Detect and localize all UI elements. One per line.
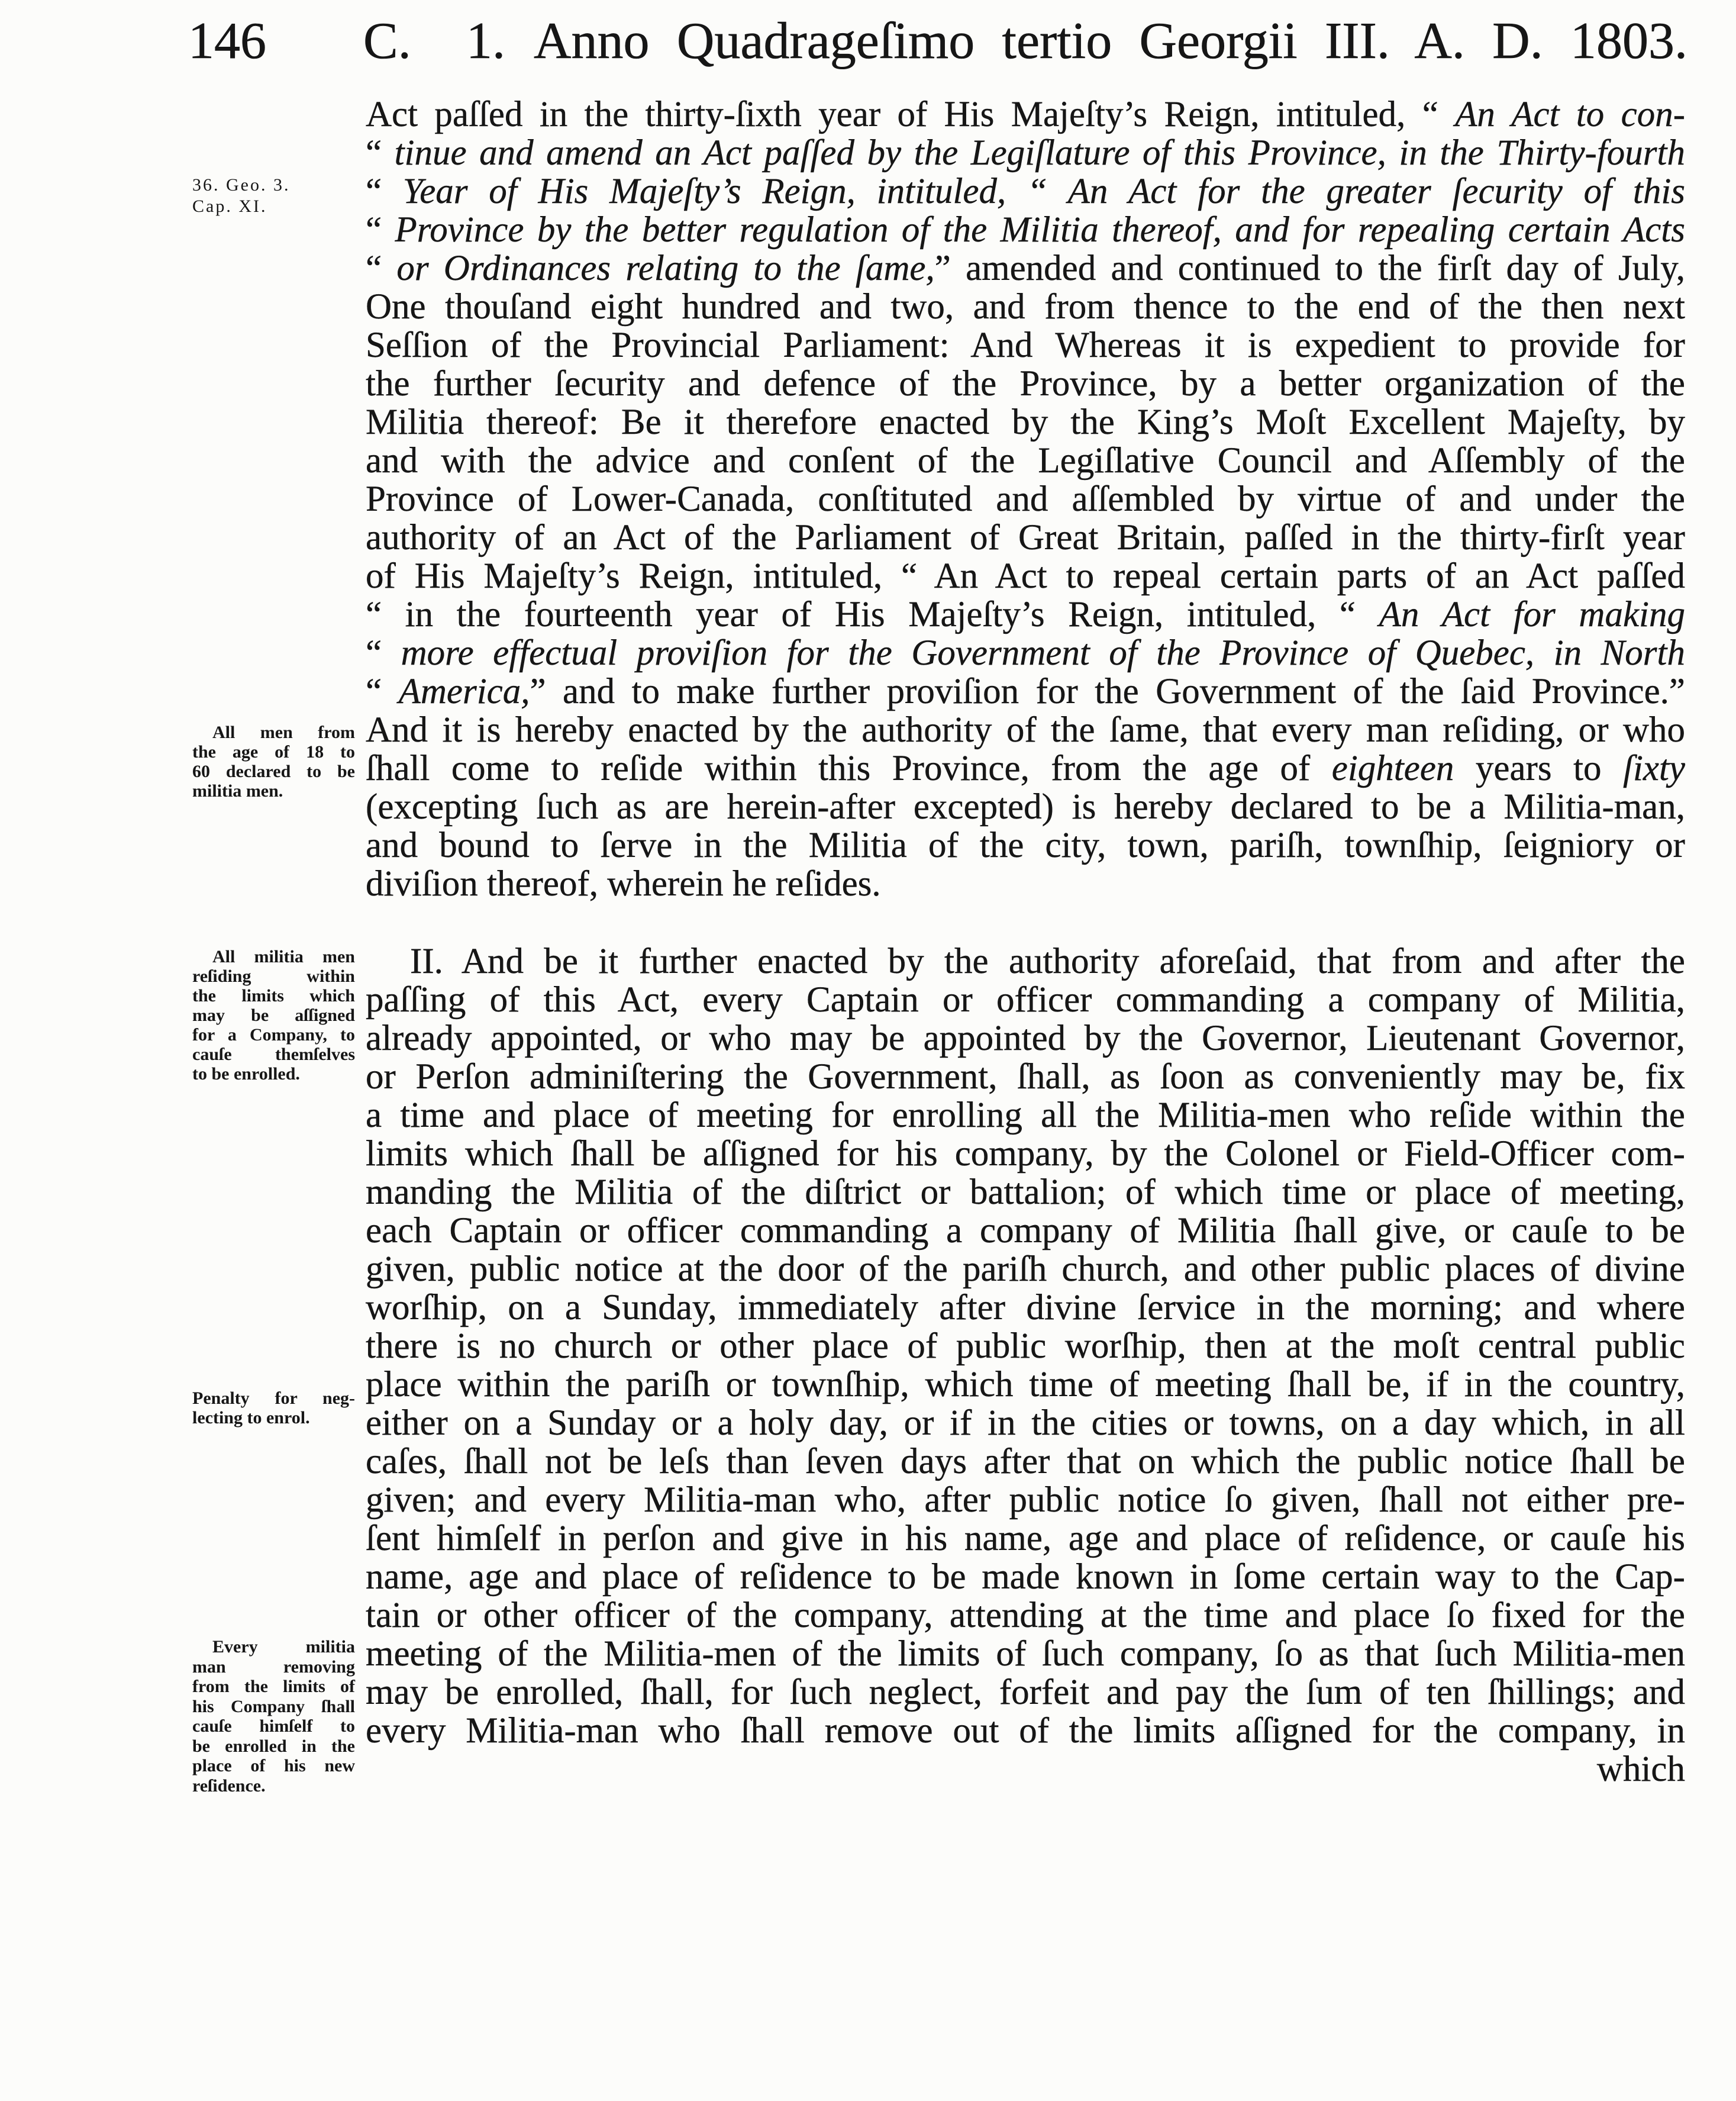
- margin-note-line: his Company ſhall: [192, 1696, 355, 1716]
- margin-note: [192, 723, 355, 801]
- roman-text: either on a Sunday or a holy day, or if in the cities or towns, on a day which, in all: [366, 1403, 1685, 1443]
- roman-text: given, public notice at the door of the pariſh church, and other public places of divine: [366, 1249, 1685, 1289]
- roman-text: II. And be it further enacted by the authority aforeſaid, that from and after the: [410, 942, 1685, 981]
- italic-text: or Ordinances relating to the ſame,: [396, 249, 935, 288]
- roman-text: “: [366, 672, 399, 711]
- roman-text: (excepting ſuch as are herein-after excepted) is hereby declared to be a Militia-man,: [366, 787, 1685, 827]
- margin-note-line: place of his new: [192, 1756, 355, 1775]
- roman-text: ” amended and continued to the firſt day of July,: [934, 249, 1686, 288]
- margin-note-line: cauſe himſelf to: [192, 1716, 355, 1736]
- roman-text: “: [366, 633, 401, 673]
- text-line: [366, 1404, 1685, 1442]
- text-line: [366, 1558, 1685, 1596]
- page-number: 146: [188, 12, 266, 70]
- roman-text: paſſing of this Act, every Captain or officer commanding a company of Militia,: [366, 980, 1685, 1020]
- margin-note-line: be enrolled in the: [192, 1736, 355, 1756]
- roman-text: Province of Lower-Canada, conſtituted and aſſembled by virtue of and under the: [366, 479, 1685, 519]
- roman-text: Act paſſed in the thirty-ſixth year of His Majeſty’s Reign, intituled, “: [366, 95, 1456, 134]
- text-line: [366, 1019, 1685, 1058]
- roman-text: ” and to make further proviſion for the Government of the ſaid Province.”: [530, 672, 1686, 711]
- text-line: [366, 365, 1685, 403]
- margin-note-line: 60 declared to be: [192, 762, 355, 781]
- text-line: [366, 518, 1685, 557]
- roman-text: may be enrolled, ſhall, for ſuch neglect, forfeit and pay the ſum of ten ſhillings; and: [366, 1673, 1685, 1712]
- margin-note-line: Penalty for neg-: [192, 1388, 355, 1408]
- text-line: [366, 1519, 1685, 1558]
- italic-text: Year of His Majeſty’s Reign, intituled, “ An Act for the greater ſecurity of this: [402, 172, 1686, 211]
- text-line: [366, 981, 1685, 1019]
- roman-text: name, age and place of reſidence to be made known in ſome certain way to the Cap-: [366, 1557, 1685, 1597]
- roman-text: the further ſecurity and defence of the Province, by a better organization of the: [366, 364, 1685, 404]
- roman-text: caſes, ſhall not be leſs than ſeven days after that on which the public notice ſhall be: [366, 1442, 1685, 1481]
- text-line: [366, 1288, 1685, 1327]
- margin-note-line: the age of 18 to: [192, 742, 355, 762]
- text-line: [366, 288, 1685, 326]
- text-line: [366, 634, 1685, 672]
- text-line: [366, 403, 1685, 442]
- margin-note: [192, 1388, 355, 1427]
- roman-text: “: [366, 172, 403, 211]
- roman-text: manding the Militia of the diſtrict or battalion; of which time or place of meeting,: [366, 1172, 1685, 1212]
- roman-text: tain or other officer of the company, attending at the time and place ſo fixed for the: [366, 1596, 1685, 1635]
- text-line: [366, 1365, 1685, 1404]
- roman-text: and bound to ſerve in the Militia of the city, town, pariſh, townſhip, ſeigniory or: [366, 826, 1685, 865]
- margin-note-line: Every militia: [212, 1637, 355, 1657]
- running-title: Anno Quadrageſimo tertio Georgii III. A. D. 1803.: [534, 12, 1687, 70]
- text-line: [366, 672, 1685, 711]
- roman-text: “ in the fourteenth year of His Majeſty’s Reign, intituled, “: [366, 595, 1379, 634]
- paragraph: [366, 95, 1685, 903]
- chapter-number: C. 1.: [363, 12, 505, 70]
- text-line: [366, 1058, 1685, 1096]
- margin-note-line: may be aſſigned: [192, 1006, 355, 1025]
- text-line: [366, 326, 1685, 365]
- margin-note: [192, 1637, 355, 1796]
- text-line: [366, 595, 1685, 634]
- text-line: [366, 442, 1685, 480]
- text-line: [366, 134, 1685, 172]
- text-line: [366, 95, 1685, 134]
- roman-text: worſhip, on a Sunday, immediately after divine ſervice in the morning; and where: [366, 1288, 1685, 1327]
- text-line: [366, 1135, 1685, 1173]
- text-line: [366, 1173, 1685, 1211]
- roman-text: diviſion thereof, wherein he reſides.: [366, 864, 881, 904]
- roman-text: years to: [1454, 749, 1623, 788]
- margin-note-line: the limits which: [192, 986, 355, 1006]
- text-line: [366, 865, 1685, 903]
- text-line: [366, 211, 1685, 249]
- roman-text: and with the advice and conſent of the Legiſlative Council and Aſſembly of the: [366, 441, 1685, 481]
- text-line: [366, 1096, 1685, 1135]
- text-line: [366, 1327, 1685, 1365]
- roman-text: One thouſand eight hundred and two, and from thence to the end of the then next: [366, 287, 1685, 327]
- text-line: [366, 1442, 1685, 1481]
- text-line: [366, 172, 1685, 211]
- roman-text: meeting of the Militia-men of the limits of ſuch company, ſo as that ſuch Militia-men: [366, 1634, 1685, 1674]
- roman-text: every Militia-man who ſhall remove out of the limits aſſigned for the company, in: [366, 1711, 1685, 1751]
- text-line: [366, 1635, 1685, 1673]
- text-line: [366, 249, 1685, 288]
- roman-text: “: [366, 133, 395, 173]
- roman-text: limits which ſhall be aſſigned for his company, by the Colonel or Field-Officer com-: [366, 1134, 1685, 1174]
- roman-text: a time and place of meeting for enrolling all the Militia-men who reſide within the: [366, 1095, 1685, 1135]
- text-line: [366, 711, 1685, 749]
- text-line: [366, 480, 1685, 518]
- margin-note-line: cauſe themſelves: [192, 1045, 355, 1064]
- roman-text: each Captain or officer commanding a company of Militia ſhall give, or cauſe to be: [366, 1211, 1685, 1251]
- text-line: [366, 942, 1685, 981]
- margin-note-line: to be enrolled.: [192, 1064, 300, 1084]
- italic-text: more effectual proviſion for the Government of the Province of Quebec, in North: [401, 633, 1685, 673]
- text-line: [366, 1673, 1685, 1712]
- margin-note-line: militia men.: [192, 781, 283, 801]
- italic-text: eighteen: [1331, 749, 1454, 788]
- text-line: [366, 1481, 1685, 1519]
- roman-text: given; and every Militia-man who, after public notice ſo given, ſhall not either pre-: [366, 1480, 1685, 1520]
- text-line: [366, 1211, 1685, 1250]
- italic-text: An Act to con-: [1455, 95, 1686, 134]
- text-line: [366, 557, 1685, 595]
- text-line: [366, 826, 1685, 865]
- roman-text: place within the pariſh or townſhip, which time of meeting ſhall be, if in the country,: [366, 1365, 1685, 1404]
- margin-note-line: from the limits of: [192, 1677, 355, 1696]
- italic-text: ſixty: [1623, 749, 1685, 788]
- paragraph: [366, 942, 1685, 1750]
- roman-text: “: [366, 210, 395, 250]
- margin-note-line: for a Company, to: [192, 1025, 355, 1045]
- margin-note-line: reſidence.: [192, 1775, 266, 1796]
- roman-text: already appointed, or who may be appointed by the Governor, Lieutenant Governor,: [366, 1019, 1685, 1058]
- margin-note-line: All militia men: [212, 947, 355, 966]
- italic-text: An Act for making: [1379, 595, 1685, 634]
- catchword: which: [1596, 1749, 1685, 1789]
- roman-text: Seſſion of the Provincial Parliament: And Whereas it is expedient to provide for: [366, 326, 1685, 365]
- margin-note-line: reſiding within: [192, 966, 355, 986]
- roman-text: ſent himſelf in perſon and give in his name, age and place of reſidence, or cauſe his: [366, 1519, 1685, 1558]
- roman-text: of His Majeſty’s Reign, intituled, “ An Act to repeal certain parts of an Act paſſed: [366, 556, 1685, 596]
- italic-text: tinue and amend an Act paſſed by the Legiſlature of this Province, in the Thirty-fourth: [394, 133, 1685, 173]
- margin-note-line: lecting to enrol.: [192, 1408, 310, 1427]
- text-line: [366, 1596, 1685, 1635]
- margin-note-line: man removing: [192, 1657, 355, 1677]
- roman-text: authority of an Act of the Parliament of Great Britain, paſſed in the thirty-firſt year: [366, 518, 1685, 558]
- italic-text: Province by the better regulation of the Militia thereof, and for repealing certain Acts: [395, 210, 1686, 250]
- margin-note: [192, 947, 355, 1084]
- roman-text: And it is hereby enacted by the authority of the ſame, that every man reſiding, or who: [366, 710, 1685, 750]
- margin-note-line: 36. Geo. 3.: [192, 175, 291, 195]
- roman-text: there is no church or other place of public worſhip, then at the moſt central public: [366, 1326, 1685, 1366]
- roman-text: Militia thereof: Be it therefore enacted by the King’s Moſt Excellent Majeſty, by: [366, 402, 1685, 442]
- roman-text: ſhall come to reſide within this Province, from the age of: [366, 749, 1332, 788]
- text-line: [366, 1712, 1685, 1750]
- margin-note-line: Cap. XI.: [192, 196, 267, 216]
- text-line: [366, 788, 1685, 826]
- text-line: [366, 749, 1685, 788]
- margin-note-line: All men from: [212, 723, 355, 742]
- roman-text: “: [366, 249, 397, 288]
- margin-note: [192, 175, 334, 217]
- text-line: [366, 1250, 1685, 1288]
- roman-text: or Perſon adminiſtering the Government, ſhall, as ſoon as conveniently may be, fix: [366, 1057, 1685, 1097]
- italic-text: America,: [398, 672, 530, 711]
